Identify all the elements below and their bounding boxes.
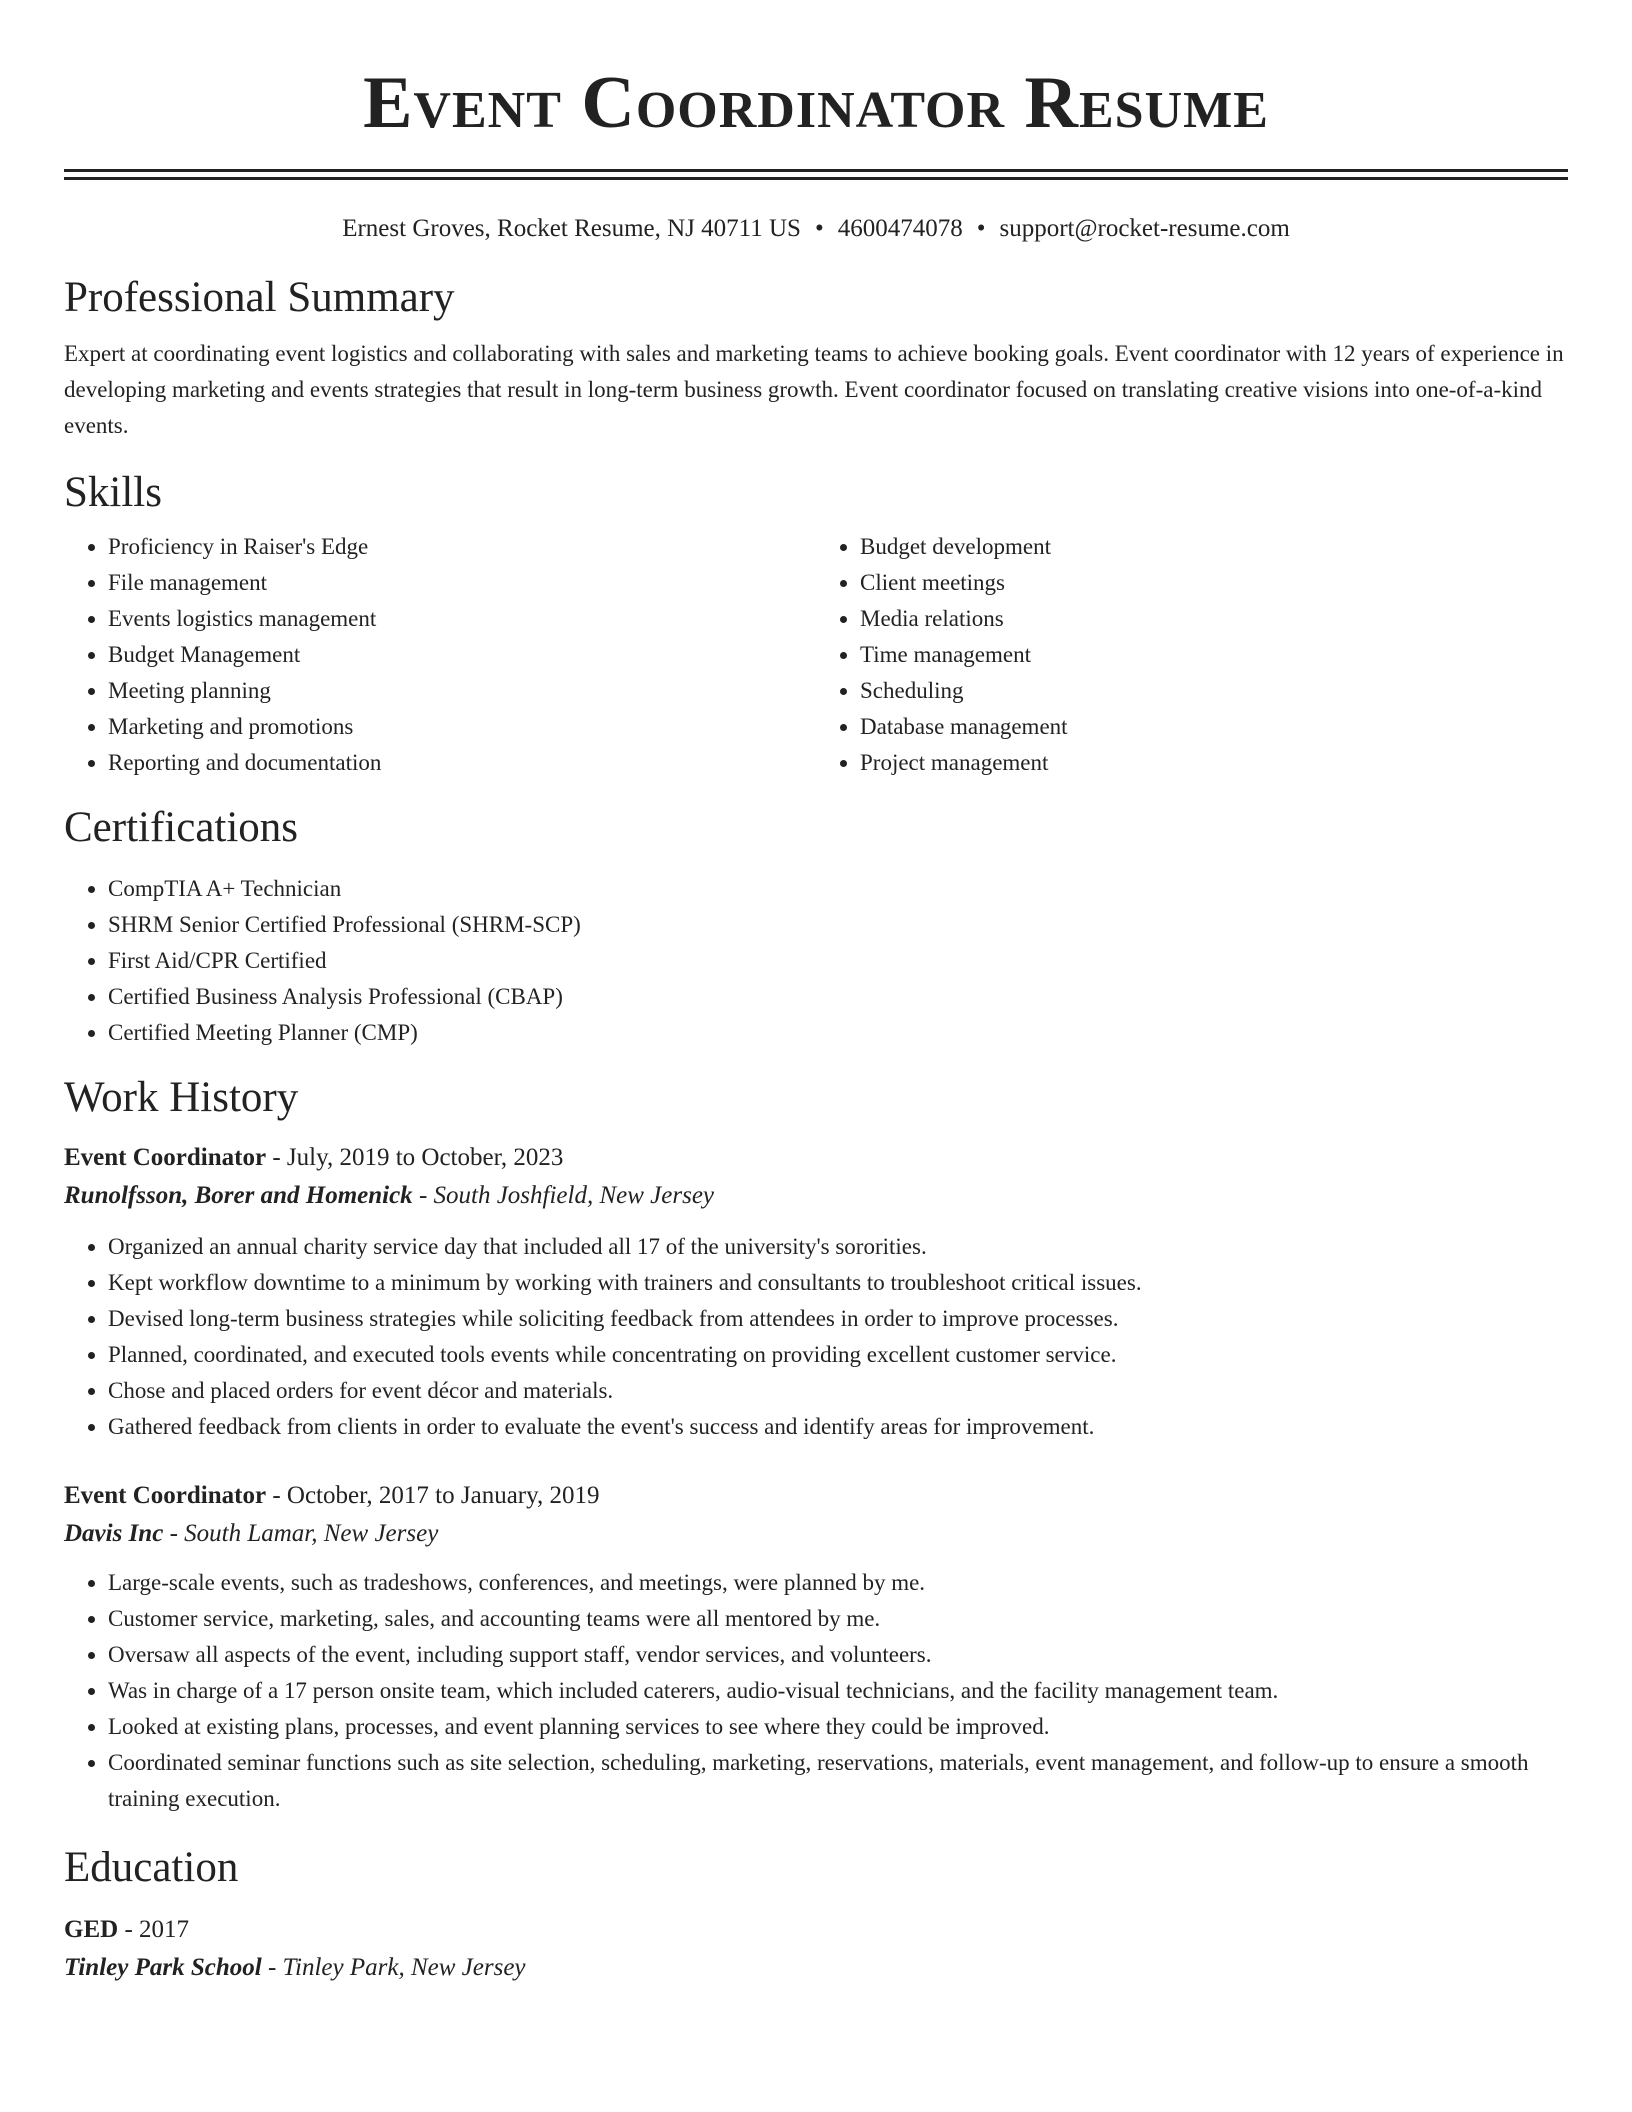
job-company: Runolfsson, Borer and Homenick	[64, 1182, 413, 1209]
contact-separator: •	[814, 215, 824, 242]
job-duty-item: • Large-scale events, such as tradeshows, conferences, and meetings, were planned by me.	[108, 1565, 1568, 1601]
skill-item: • Budget Management	[108, 637, 816, 673]
certification-item: • Certified Business Analysis Professional (CBAP)	[108, 979, 1568, 1015]
job-duties-list	[64, 1565, 1568, 1817]
skills-list	[64, 529, 1568, 781]
job-entry	[64, 1139, 1568, 1445]
job-location: - South Lamar, New Jersey	[163, 1520, 439, 1547]
education-year: - 2017	[118, 1916, 190, 1943]
job-duty-item: • Chose and placed orders for event décor and materials.	[108, 1373, 1568, 1409]
job-duty-item: • Customer service, marketing, sales, and accounting teams were all mentored by me.	[108, 1601, 1568, 1637]
job-duty-item: • Devised long-term business strategies while soliciting feedback from attendees in order to improve processes.	[108, 1301, 1568, 1337]
job-duty-item: • Looked at existing plans, processes, and event planning services to see where they could be improved.	[108, 1709, 1568, 1745]
job-title: Event Coordinator	[64, 1482, 267, 1509]
title-divider	[64, 169, 1568, 180]
job-duties-list	[64, 1229, 1568, 1445]
contact-phone: 4600474078	[837, 215, 963, 242]
job-header	[64, 1139, 1568, 1177]
skill-item: • Time management	[860, 637, 1568, 673]
job-location: - South Joshfield, New Jersey	[412, 1182, 715, 1209]
job-duty-item: • Gathered feedback from clients in order to evaluate the event's success and identify areas for improvement.	[108, 1409, 1568, 1445]
job-duty-item: • Kept workflow downtime to a minimum by working with trainers and consultants to troubleshoot critical issues.	[108, 1265, 1568, 1301]
skill-item: • File management	[108, 565, 816, 601]
certifications-heading: Certifications	[64, 804, 299, 851]
contact-separator: •	[976, 215, 986, 242]
skill-item: • Budget development	[860, 529, 1568, 565]
job-duty-item: • Organized an annual charity service day that included all 17 of the university's sororities.	[108, 1229, 1568, 1265]
job-employer	[64, 1177, 1568, 1215]
education-degree: GED	[64, 1916, 119, 1943]
certification-item: • Certified Meeting Planner (CMP)	[108, 1015, 1568, 1051]
work-history-heading: Work History	[64, 1074, 299, 1121]
skills-column-right	[816, 529, 1568, 781]
education-location: - Tinley Park, New Jersey	[261, 1954, 526, 1981]
job-header	[64, 1477, 1568, 1515]
education-school: Tinley Park School	[64, 1954, 262, 1981]
contact-email: support@rocket-resume.com	[999, 215, 1290, 242]
certification-item: • SHRM Senior Certified Professional (SHRM-SCP)	[108, 907, 1568, 943]
skill-item: • Marketing and promotions	[108, 709, 816, 745]
summary-heading: Professional Summary	[64, 274, 455, 321]
contact-line	[64, 213, 1568, 245]
job-company: Davis Inc	[64, 1520, 164, 1547]
skill-item: • Media relations	[860, 601, 1568, 637]
job-duty-item: • Planned, coordinated, and executed tools events while concentrating on providing excellent customer service.	[108, 1337, 1568, 1373]
job-employer	[64, 1515, 1568, 1553]
job-duty-item: • Was in charge of a 17 person onsite team, which included caterers, audio-visual technicians, and the facility management team.	[108, 1673, 1568, 1709]
skill-item: • Proficiency in Raiser's Edge	[108, 529, 816, 565]
certification-item: • First Aid/CPR Certified	[108, 943, 1568, 979]
education-heading: Education	[64, 1844, 239, 1891]
skill-item: • Events logistics management	[108, 601, 816, 637]
skills-heading: Skills	[64, 469, 162, 516]
skill-item: • Scheduling	[860, 673, 1568, 709]
job-dates: - October, 2017 to January, 2019	[266, 1482, 600, 1509]
certification-item: • CompTIA A+ Technician	[108, 871, 1568, 907]
education-school-line	[64, 1949, 1568, 1987]
job-entry	[64, 1477, 1568, 1817]
skill-item: • Database management	[860, 709, 1568, 745]
job-dates: - July, 2019 to October, 2023	[266, 1144, 564, 1171]
summary-text: Expert at coordinating event logistics and collaborating with sales and marketing teams to achieve booking goals. Event coordinator with 12 years of experience in developing marketing and events strategies that result in long-term business growth. Event coordinator focused on translating creative visions into one-of-a-kind events.	[64, 341, 1564, 438]
skills-column-left	[64, 529, 816, 781]
job-duty-item: • Oversaw all aspects of the event, including support staff, vendor services, and volunteers.	[108, 1637, 1568, 1673]
resume-title: Event Coordinator Resume	[363, 62, 1269, 144]
education-entry	[64, 1911, 1568, 1987]
job-duty-item: • Coordinated seminar functions such as site selection, scheduling, marketing, reservations, materials, event management, and follow-up to ensure a smooth training execution.	[108, 1745, 1568, 1817]
skill-item: • Client meetings	[860, 565, 1568, 601]
skill-item: • Reporting and documentation	[108, 745, 816, 781]
job-title: Event Coordinator	[64, 1144, 267, 1171]
education-header	[64, 1911, 1568, 1949]
certifications-list	[64, 871, 1568, 1051]
skill-item: • Meeting planning	[108, 673, 816, 709]
skill-item: • Project management	[860, 745, 1568, 781]
contact-address: Ernest Groves, Rocket Resume, NJ 40711 US	[342, 215, 801, 242]
